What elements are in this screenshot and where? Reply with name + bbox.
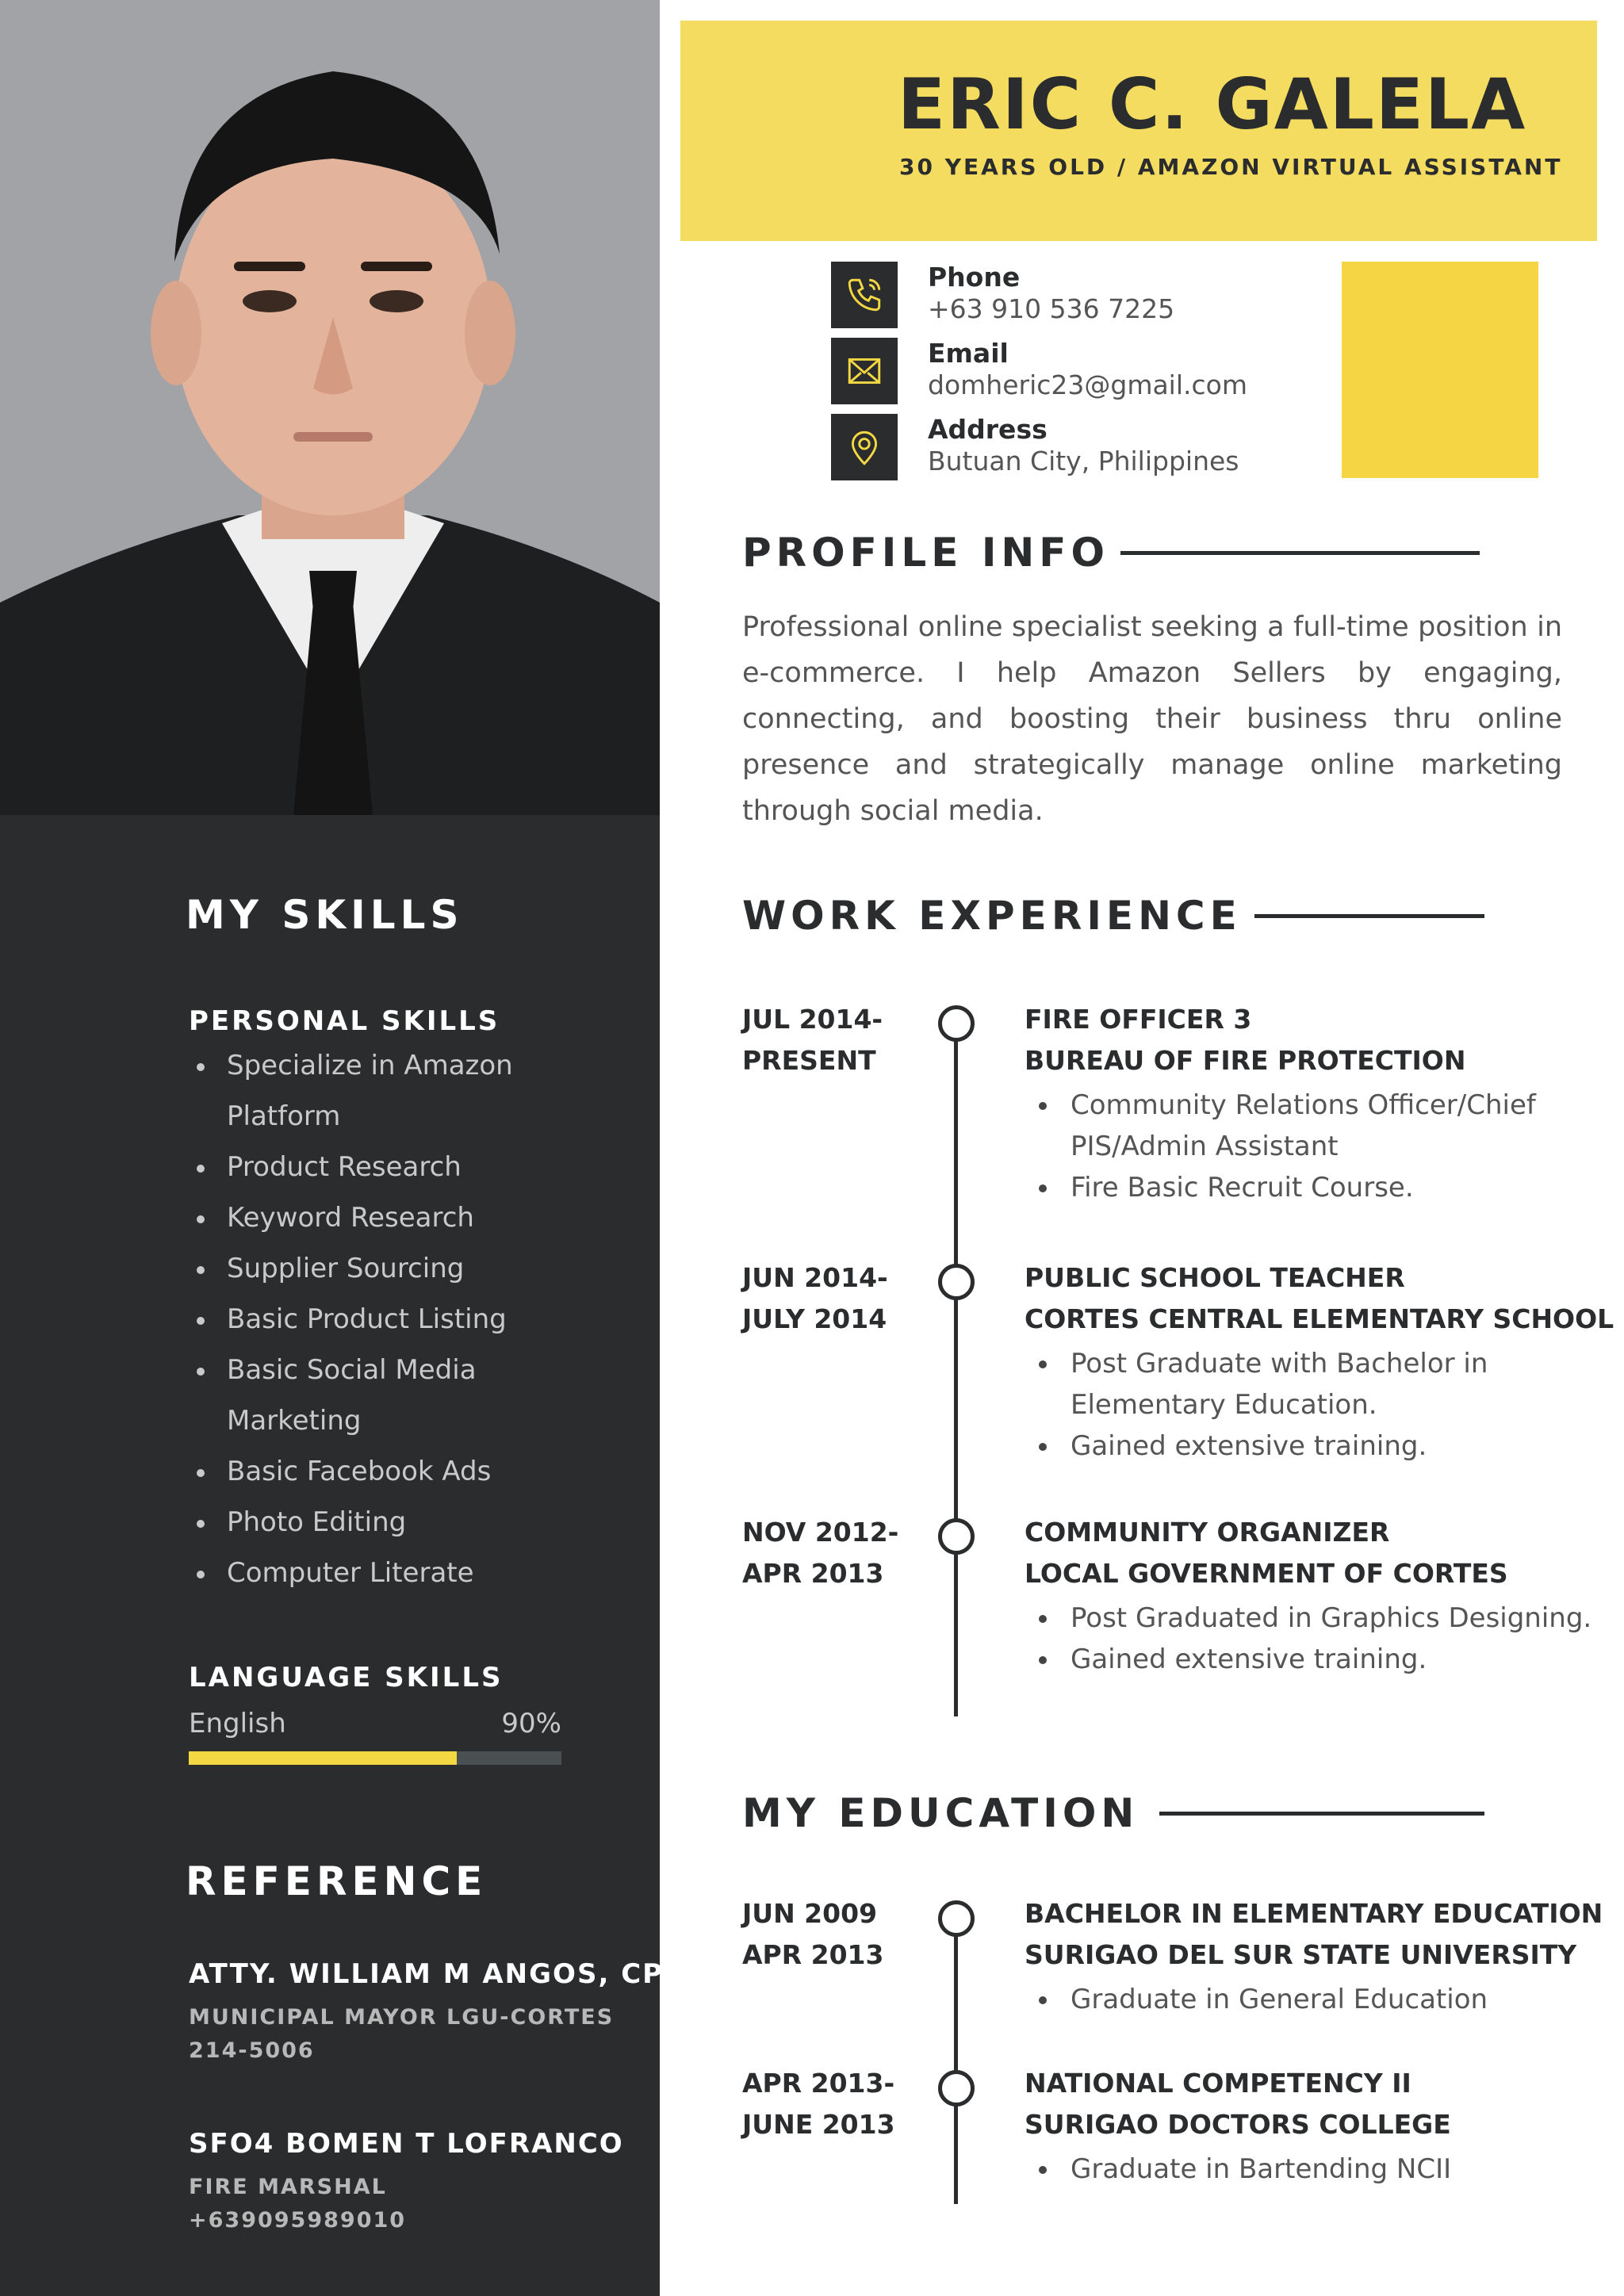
contact-value: +63 910 536 7225: [928, 293, 1175, 324]
job-bullets: [1025, 1343, 1595, 1467]
reference-role: FIRE MARSHAL: [189, 2175, 387, 2199]
job-org: CORTES CENTRAL ELEMENTARY SCHOOL: [1025, 1303, 1614, 1334]
contact-phone: [928, 262, 1174, 325]
date-end: JUNE 2013: [742, 2109, 895, 2140]
education-date: [742, 1893, 883, 1976]
date-start: NOV 2012-: [742, 1517, 899, 1548]
email-icon: [831, 338, 898, 404]
contact-label: Email: [928, 338, 1009, 369]
contact-address: [928, 414, 1239, 477]
skill-item: Basic Product Listing: [189, 1294, 561, 1345]
date-start: JUN 2014-: [742, 1262, 888, 1293]
reference-name: ATTY. WILLIAM M ANGOS, CPA: [189, 1958, 684, 1990]
skill-item: Keyword Research: [189, 1192, 561, 1243]
date-start: JUL 2014-: [742, 1004, 883, 1035]
date-end: APR 2013: [742, 1939, 884, 1970]
reference-heading: REFERENCE: [186, 1858, 488, 1904]
skill-item: Basic Facebook Ads: [189, 1446, 561, 1497]
school-name: SURIGAO DEL SUR STATE UNIVERSITY: [1025, 1939, 1577, 1970]
timeline-dot: [938, 1264, 975, 1300]
profile-heading-row: [742, 530, 1480, 576]
profile-photo: [0, 0, 660, 815]
contact-email: [928, 338, 1247, 401]
work-date: [742, 1257, 888, 1340]
language-progress-fill: [189, 1751, 457, 1765]
date-end: JULY 2014: [742, 1303, 887, 1334]
education-entry: [1025, 1893, 1603, 2020]
work-entry: [1025, 999, 1595, 1208]
work-entry: [1025, 1257, 1614, 1467]
job-org: BUREAU OF FIRE PROTECTION: [1025, 1045, 1466, 1076]
phone-icon: [831, 262, 898, 328]
work-timeline-line: [954, 1019, 958, 1716]
timeline-dot: [938, 1900, 975, 1937]
candidate-name: ERIC C. GALELA: [898, 63, 1527, 145]
education-entry: [1025, 2063, 1595, 2190]
job-bullet: Gained extensive training.: [1025, 1425, 1595, 1467]
skills-heading: MY SKILLS: [186, 892, 464, 938]
heading-divider: [1254, 914, 1484, 918]
degree-title: NATIONAL COMPETENCY II: [1025, 2068, 1411, 2099]
skill-item: Specialize in Amazon Platform: [189, 1040, 561, 1142]
education-timeline-line: [954, 1911, 958, 2204]
contact-label: Address: [928, 414, 1048, 445]
job-title: COMMUNITY ORGANIZER: [1025, 1517, 1390, 1548]
education-date: [742, 2063, 895, 2145]
personal-skills-heading: PERSONAL SKILLS: [189, 1005, 500, 1037]
degree-title: BACHELOR IN ELEMENTARY EDUCATION: [1025, 1898, 1603, 1929]
date-end: APR 2013: [742, 1558, 884, 1589]
reference-2: [189, 2128, 624, 2237]
work-heading-row: [742, 893, 1484, 939]
skill-item: Supplier Sourcing: [189, 1243, 561, 1294]
work-date: [742, 999, 883, 1081]
profile-heading: PROFILE INFO: [742, 530, 1109, 576]
language-progress-bar: [189, 1751, 561, 1765]
job-bullet: Post Graduate with Bachelor in Elementary Education.: [1025, 1343, 1595, 1425]
job-org: LOCAL GOVERNMENT OF CORTES: [1025, 1558, 1508, 1589]
reference-1: [189, 1958, 684, 2068]
job-bullet: Gained extensive training.: [1025, 1639, 1595, 1680]
job-title: PUBLIC SCHOOL TEACHER: [1025, 1262, 1405, 1293]
education-heading: MY EDUCATION: [742, 1790, 1139, 1836]
location-pin-icon: [831, 414, 898, 480]
date-start: JUN 2009: [742, 1898, 878, 1929]
date-start: APR 2013-: [742, 2068, 895, 2099]
language-name: English: [189, 1708, 286, 1739]
job-bullet: Community Relations Officer/Chief PIS/Admin Assistant: [1025, 1085, 1595, 1167]
heading-divider: [1159, 1812, 1484, 1816]
skill-item: Product Research: [189, 1142, 561, 1192]
timeline-dot: [938, 2070, 975, 2107]
contact-label: Phone: [928, 262, 1021, 293]
education-bullets: [1025, 1979, 1595, 2020]
skill-item: Basic Social Media Marketing: [189, 1345, 561, 1446]
language-row: [189, 1708, 561, 1739]
work-entry: [1025, 1512, 1595, 1680]
job-title: FIRE OFFICER 3: [1025, 1004, 1252, 1035]
job-bullet: Post Graduated in Graphics Designing.: [1025, 1598, 1595, 1639]
skill-item: Computer Literate: [189, 1548, 561, 1598]
language-skills-heading: LANGUAGE SKILLS: [189, 1662, 504, 1693]
skill-item: Photo Editing: [189, 1497, 561, 1548]
heading-divider: [1120, 551, 1480, 555]
candidate-tagline: 30 YEARS OLD / AMAZON VIRTUAL ASSISTANT: [899, 154, 1563, 180]
timeline-dot: [938, 1518, 975, 1555]
education-bullet: Graduate in General Education: [1025, 1979, 1595, 2020]
reference-phone: 214-5006: [189, 2038, 315, 2063]
profile-text: Professional online specialist seeking a full-time position in e-commerce. I help Amazon Sellers by engaging, connecting, and boosting their business thru online presence and strategically manage online marketing through social media.: [742, 611, 1562, 827]
language-percent: 90%: [501, 1708, 561, 1739]
personal-skills-list: [189, 1040, 561, 1598]
education-heading-row: [742, 1790, 1484, 1836]
reference-phone: +639095989010: [189, 2208, 407, 2233]
work-date: [742, 1512, 898, 1594]
education-bullets: [1025, 2149, 1595, 2190]
school-name: SURIGAO DOCTORS COLLEGE: [1025, 2109, 1451, 2140]
work-heading: WORK EXPERIENCE: [742, 893, 1242, 939]
timeline-dot: [938, 1005, 975, 1042]
date-end: PRESENT: [742, 1045, 876, 1076]
contact-value: domheric23@gmail.com: [928, 369, 1247, 400]
job-bullets: [1025, 1598, 1595, 1680]
contact-value: Butuan City, Philippines: [928, 446, 1239, 476]
education-bullet: Graduate in Bartending NCII: [1025, 2149, 1595, 2190]
reference-role: MUNICIPAL MAYOR LGU-CORTES: [189, 2005, 615, 2030]
job-bullet: Fire Basic Recruit Course.: [1025, 1167, 1595, 1208]
reference-name: SFO4 BOMEN T LOFRANCO: [189, 2128, 624, 2160]
decorative-square: [1342, 262, 1538, 478]
job-bullets: [1025, 1085, 1595, 1208]
